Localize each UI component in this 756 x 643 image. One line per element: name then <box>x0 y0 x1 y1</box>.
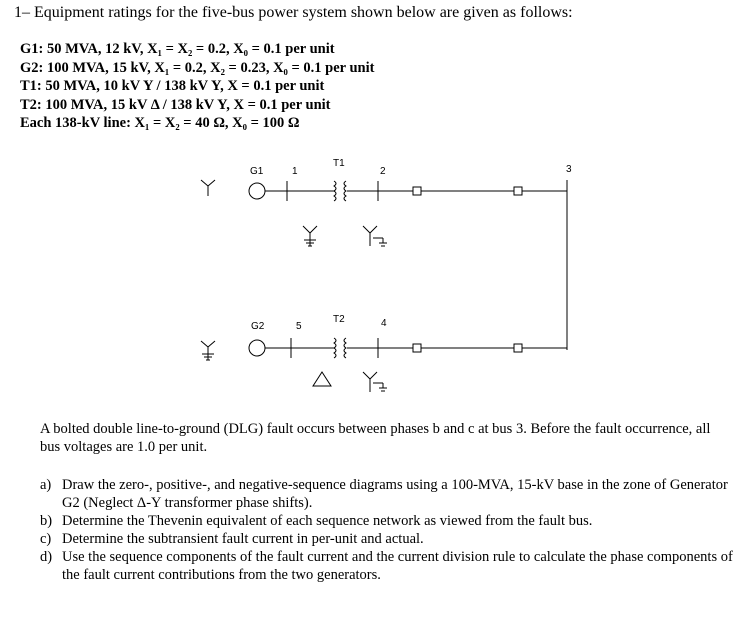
fault-description: A bolted double line-to-ground (DLG) fault occurs between phases b and c at bus 3. Before the fault occurrence, all bus voltages are 1.0 per unit. <box>40 421 711 455</box>
label-t2: T2 <box>333 314 345 325</box>
label-bus4: 4 <box>381 318 387 329</box>
rating-t1: T1: 50 MVA, 10 kV Y / 138 kV Y, X = 0.1 per unit <box>20 78 325 94</box>
breaker-bus3-lower <box>514 344 522 352</box>
t2-delta-symbol <box>313 372 331 386</box>
question-item <box>40 476 740 512</box>
t1-primary-wye-ground <box>303 226 317 246</box>
rating-lines: Each 138-kV line: X₁ = X₂ = 40 Ω, X₀ = 100 Ω <box>20 115 300 131</box>
problem-title: 1– Equipment ratings for the five-bus power system shown below are given as follows: <box>14 4 573 21</box>
question-text: Use the sequence components of the fault current and the current division rule to calculate the phase components of the fault current contributions from the two generators. <box>62 549 733 583</box>
g1-wye-symbol <box>201 180 215 196</box>
t1-secondary-wye-ground <box>363 226 387 246</box>
label-bus3: 3 <box>566 164 572 175</box>
g2-wye-ground <box>201 341 215 360</box>
breaker-bus2 <box>413 187 421 195</box>
label-bus1: 1 <box>292 166 298 177</box>
rating-g1: G1: 50 MVA, 12 kV, X₁ = X₂ = 0.2, X₀ = 0.1 per unit <box>20 41 335 57</box>
breaker-bus4 <box>413 344 421 352</box>
question-label: d) <box>40 549 53 565</box>
question-text: Determine the Thevenin equivalent of each sequence network as viewed from the fault bus. <box>62 513 593 529</box>
rating-t2: T2: 100 MVA, 15 kV Δ / 138 kV Y, X = 0.1 per unit <box>20 96 331 113</box>
question-label: b) <box>40 513 53 529</box>
label-g1: G1 <box>250 166 264 177</box>
question-item <box>40 548 740 584</box>
t2-secondary-wye-ground <box>363 372 387 392</box>
label-bus5: 5 <box>296 321 302 332</box>
g1-generator-symbol <box>249 183 265 199</box>
label-g2: G2 <box>251 321 265 332</box>
question-text: Determine the subtransient fault current in per-unit and actual. <box>62 531 424 547</box>
t1-transformer-symbol <box>334 181 346 201</box>
question-text: Draw the zero-, positive-, and negative-sequence diagrams using a 100-MVA, 15-kV base in the zone of Generator G2 (Neglect Δ-Y transformer phase shifts). <box>62 477 728 511</box>
question-label: c) <box>40 531 52 547</box>
label-t1: T1 <box>333 158 345 169</box>
question-item <box>40 530 740 548</box>
question-item <box>40 512 740 530</box>
t2-transformer-symbol <box>334 338 346 358</box>
question-label: a) <box>40 477 52 493</box>
breaker-bus3-upper <box>514 187 522 195</box>
label-bus2: 2 <box>380 166 386 177</box>
question-list <box>40 476 740 584</box>
rating-g2: G2: 100 MVA, 15 kV, X₁ = 0.2, X₂ = 0.23, X₀ = 0.1 per unit <box>20 59 375 76</box>
g2-generator-symbol <box>249 340 265 356</box>
